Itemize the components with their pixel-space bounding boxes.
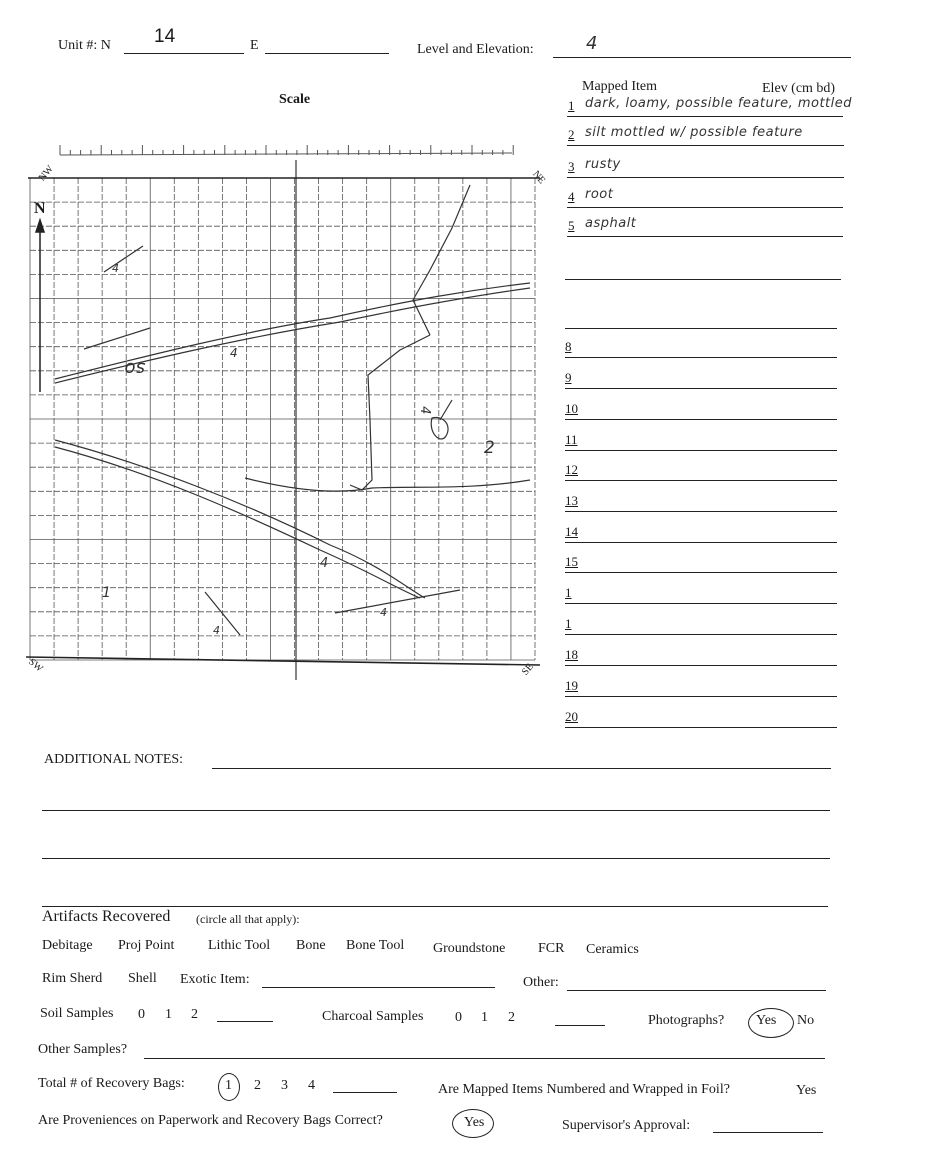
notes-line[interactable] xyxy=(212,768,831,769)
soil-samples-label: Soil Samples xyxy=(40,1006,114,1021)
mapped-item-line[interactable] xyxy=(565,603,837,604)
artifact-option[interactable]: Rim Sherd xyxy=(42,971,103,986)
soil-sample-option[interactable]: 1 xyxy=(165,1007,172,1022)
mapped-item-line[interactable] xyxy=(565,450,837,451)
map-mark: so xyxy=(124,358,146,379)
mapped-item-number: 18 xyxy=(565,647,578,662)
recovery-bags-label: Total # of Recovery Bags: xyxy=(38,1076,185,1091)
mapped-item-number: 19 xyxy=(565,678,578,693)
map-mark: 4 xyxy=(380,606,388,619)
mapped-item-line[interactable] xyxy=(565,388,837,389)
unit-n-value[interactable]: 14 xyxy=(154,26,176,47)
supervisor-approval-label: Supervisor's Approval: xyxy=(562,1118,691,1133)
mapped-items-foil-question: Are Mapped Items Numbered and Wrapped in Foil? xyxy=(438,1082,730,1097)
mapped-item-number: 9 xyxy=(565,370,572,385)
mapped-item-line[interactable] xyxy=(567,116,843,117)
mapped-item-number: 14 xyxy=(565,524,578,539)
mapped-item-line[interactable] xyxy=(567,145,844,146)
exotic-item-field[interactable] xyxy=(262,987,495,988)
map-mark: 4 xyxy=(230,346,239,360)
level-elevation-label: Level and Elevation: xyxy=(417,42,534,57)
mapped-item-number: 1 xyxy=(568,98,575,113)
charcoal-samples-field[interactable] xyxy=(555,1025,605,1026)
mapped-item-line[interactable] xyxy=(567,236,843,237)
mapped-item-description[interactable]: silt mottled w/ possible feature xyxy=(585,125,803,140)
mapped-item-number: 8 xyxy=(565,339,572,354)
mapped-item-number: 12 xyxy=(565,462,578,477)
soil-sample-option[interactable]: 0 xyxy=(138,1007,145,1022)
map-mark: 4 xyxy=(213,624,221,637)
photographs-yes-option[interactable]: Yes xyxy=(756,1013,777,1028)
mapped-item-line[interactable] xyxy=(567,207,843,208)
mapped-item-number: 10 xyxy=(565,401,578,416)
artifact-option[interactable]: Shell xyxy=(128,971,157,986)
mapped-item-line[interactable] xyxy=(565,419,837,420)
other-samples-field[interactable] xyxy=(144,1058,825,1059)
charcoal-sample-option[interactable]: 1 xyxy=(481,1010,488,1025)
mapped-items-foil-answer[interactable]: Yes xyxy=(796,1083,817,1098)
corner-nw-label: NW xyxy=(36,163,56,184)
mapped-item-description[interactable]: dark, loamy, possible feature, mottled xyxy=(585,96,853,111)
bag-count-option[interactable]: 4 xyxy=(308,1078,315,1093)
photographs-label: Photographs? xyxy=(648,1013,725,1028)
mapped-item-number: 4 xyxy=(568,189,575,204)
charcoal-sample-option[interactable]: 2 xyxy=(508,1010,515,1025)
mapped-item-line[interactable] xyxy=(565,727,837,728)
mapped-item-description[interactable]: asphalt xyxy=(585,216,637,231)
mapped-item-number: 1 xyxy=(565,616,572,631)
provenience-question: Are Proveniences on Paperwork and Recovery Bags Correct? xyxy=(38,1113,383,1128)
mapped-item-line[interactable] xyxy=(565,279,841,280)
mapped-item-number: 13 xyxy=(565,493,578,508)
photographs-no-option[interactable]: No xyxy=(797,1013,815,1028)
mapped-item-line[interactable] xyxy=(565,665,837,666)
soil-samples-field[interactable] xyxy=(217,1021,273,1022)
mapped-item-number: 3 xyxy=(568,159,575,174)
scale-ruler xyxy=(60,145,513,155)
corner-ne-label: NE xyxy=(530,168,548,187)
north-label: N xyxy=(34,200,46,217)
other-label: Other: xyxy=(523,975,559,990)
mapped-item-line[interactable] xyxy=(565,328,837,329)
bag-count-option[interactable]: 1 xyxy=(225,1078,232,1093)
mapped-item-line[interactable] xyxy=(565,480,837,481)
mapped-item-number: 15 xyxy=(565,554,578,569)
corner-se-label: SE xyxy=(519,661,536,678)
provenience-answer[interactable]: Yes xyxy=(464,1115,485,1130)
map-mark: 4 xyxy=(112,262,120,275)
map-mark: 2 xyxy=(484,438,496,458)
soil-sample-option[interactable]: 2 xyxy=(191,1007,198,1022)
unit-n-label: Unit #: N xyxy=(58,38,111,53)
notes-line[interactable] xyxy=(42,810,830,811)
charcoal-samples-label: Charcoal Samples xyxy=(322,1009,424,1024)
mapped-item-number: 20 xyxy=(565,709,578,724)
artifact-option[interactable]: Groundstone xyxy=(433,941,506,956)
recovery-bags-field[interactable] xyxy=(333,1092,397,1093)
mapped-item-number: 11 xyxy=(565,432,578,447)
mapped-item-line[interactable] xyxy=(565,542,837,543)
elev-header: Elev (cm bd) xyxy=(762,81,836,96)
other-field[interactable] xyxy=(567,990,826,991)
bag-count-option[interactable]: 2 xyxy=(254,1078,261,1093)
map-mark: 1 xyxy=(102,585,112,601)
bag-count-option[interactable]: 3 xyxy=(281,1078,288,1093)
additional-notes-label: ADDITIONAL NOTES: xyxy=(44,752,184,767)
artifact-option[interactable]: Debitage xyxy=(42,938,93,953)
map-grid xyxy=(30,160,535,680)
other-samples-label: Other Samples? xyxy=(38,1042,128,1057)
mapped-item-line[interactable] xyxy=(565,634,837,635)
map-mark: 4 xyxy=(416,406,432,415)
supervisor-approval-field[interactable] xyxy=(713,1132,823,1133)
charcoal-sample-option[interactable]: 0 xyxy=(455,1010,462,1025)
north-arrow xyxy=(36,220,44,392)
exotic-item-label: Exotic Item: xyxy=(180,972,250,987)
mapped-item-description[interactable]: rusty xyxy=(585,157,621,172)
artifact-option[interactable]: Proj Point xyxy=(118,938,175,953)
scale-label: Scale xyxy=(279,92,311,107)
artifacts-title: Artifacts Recovered xyxy=(42,908,171,925)
mapped-item-header: Mapped Item xyxy=(582,79,658,94)
mapped-item-number: 5 xyxy=(568,218,575,233)
mapped-item-line[interactable] xyxy=(565,572,837,573)
artifact-option[interactable]: Lithic Tool xyxy=(208,938,271,953)
mapped-item-description[interactable]: root xyxy=(585,187,614,202)
mapped-item-number: 2 xyxy=(568,127,575,142)
level-elevation-value[interactable]: 4 xyxy=(586,33,598,54)
artifact-option[interactable]: Bone Tool xyxy=(346,938,405,953)
artifact-option[interactable]: FCR xyxy=(538,941,565,956)
mapped-item-number: 1 xyxy=(565,585,572,600)
unit-e-label: E xyxy=(250,38,259,53)
artifact-option[interactable]: Ceramics xyxy=(586,942,639,957)
map-mark: 4 xyxy=(320,556,329,571)
artifacts-subtitle: (circle all that apply): xyxy=(196,912,300,926)
artifact-option[interactable]: Bone xyxy=(296,938,326,953)
mapped-item-line[interactable] xyxy=(565,357,837,358)
mapped-item-line[interactable] xyxy=(567,177,844,178)
corner-sw-label: SW xyxy=(26,656,45,675)
notes-line[interactable] xyxy=(42,858,830,859)
mapped-item-line[interactable] xyxy=(565,511,837,512)
notes-line[interactable] xyxy=(42,906,828,907)
mapped-item-line[interactable] xyxy=(565,696,837,697)
